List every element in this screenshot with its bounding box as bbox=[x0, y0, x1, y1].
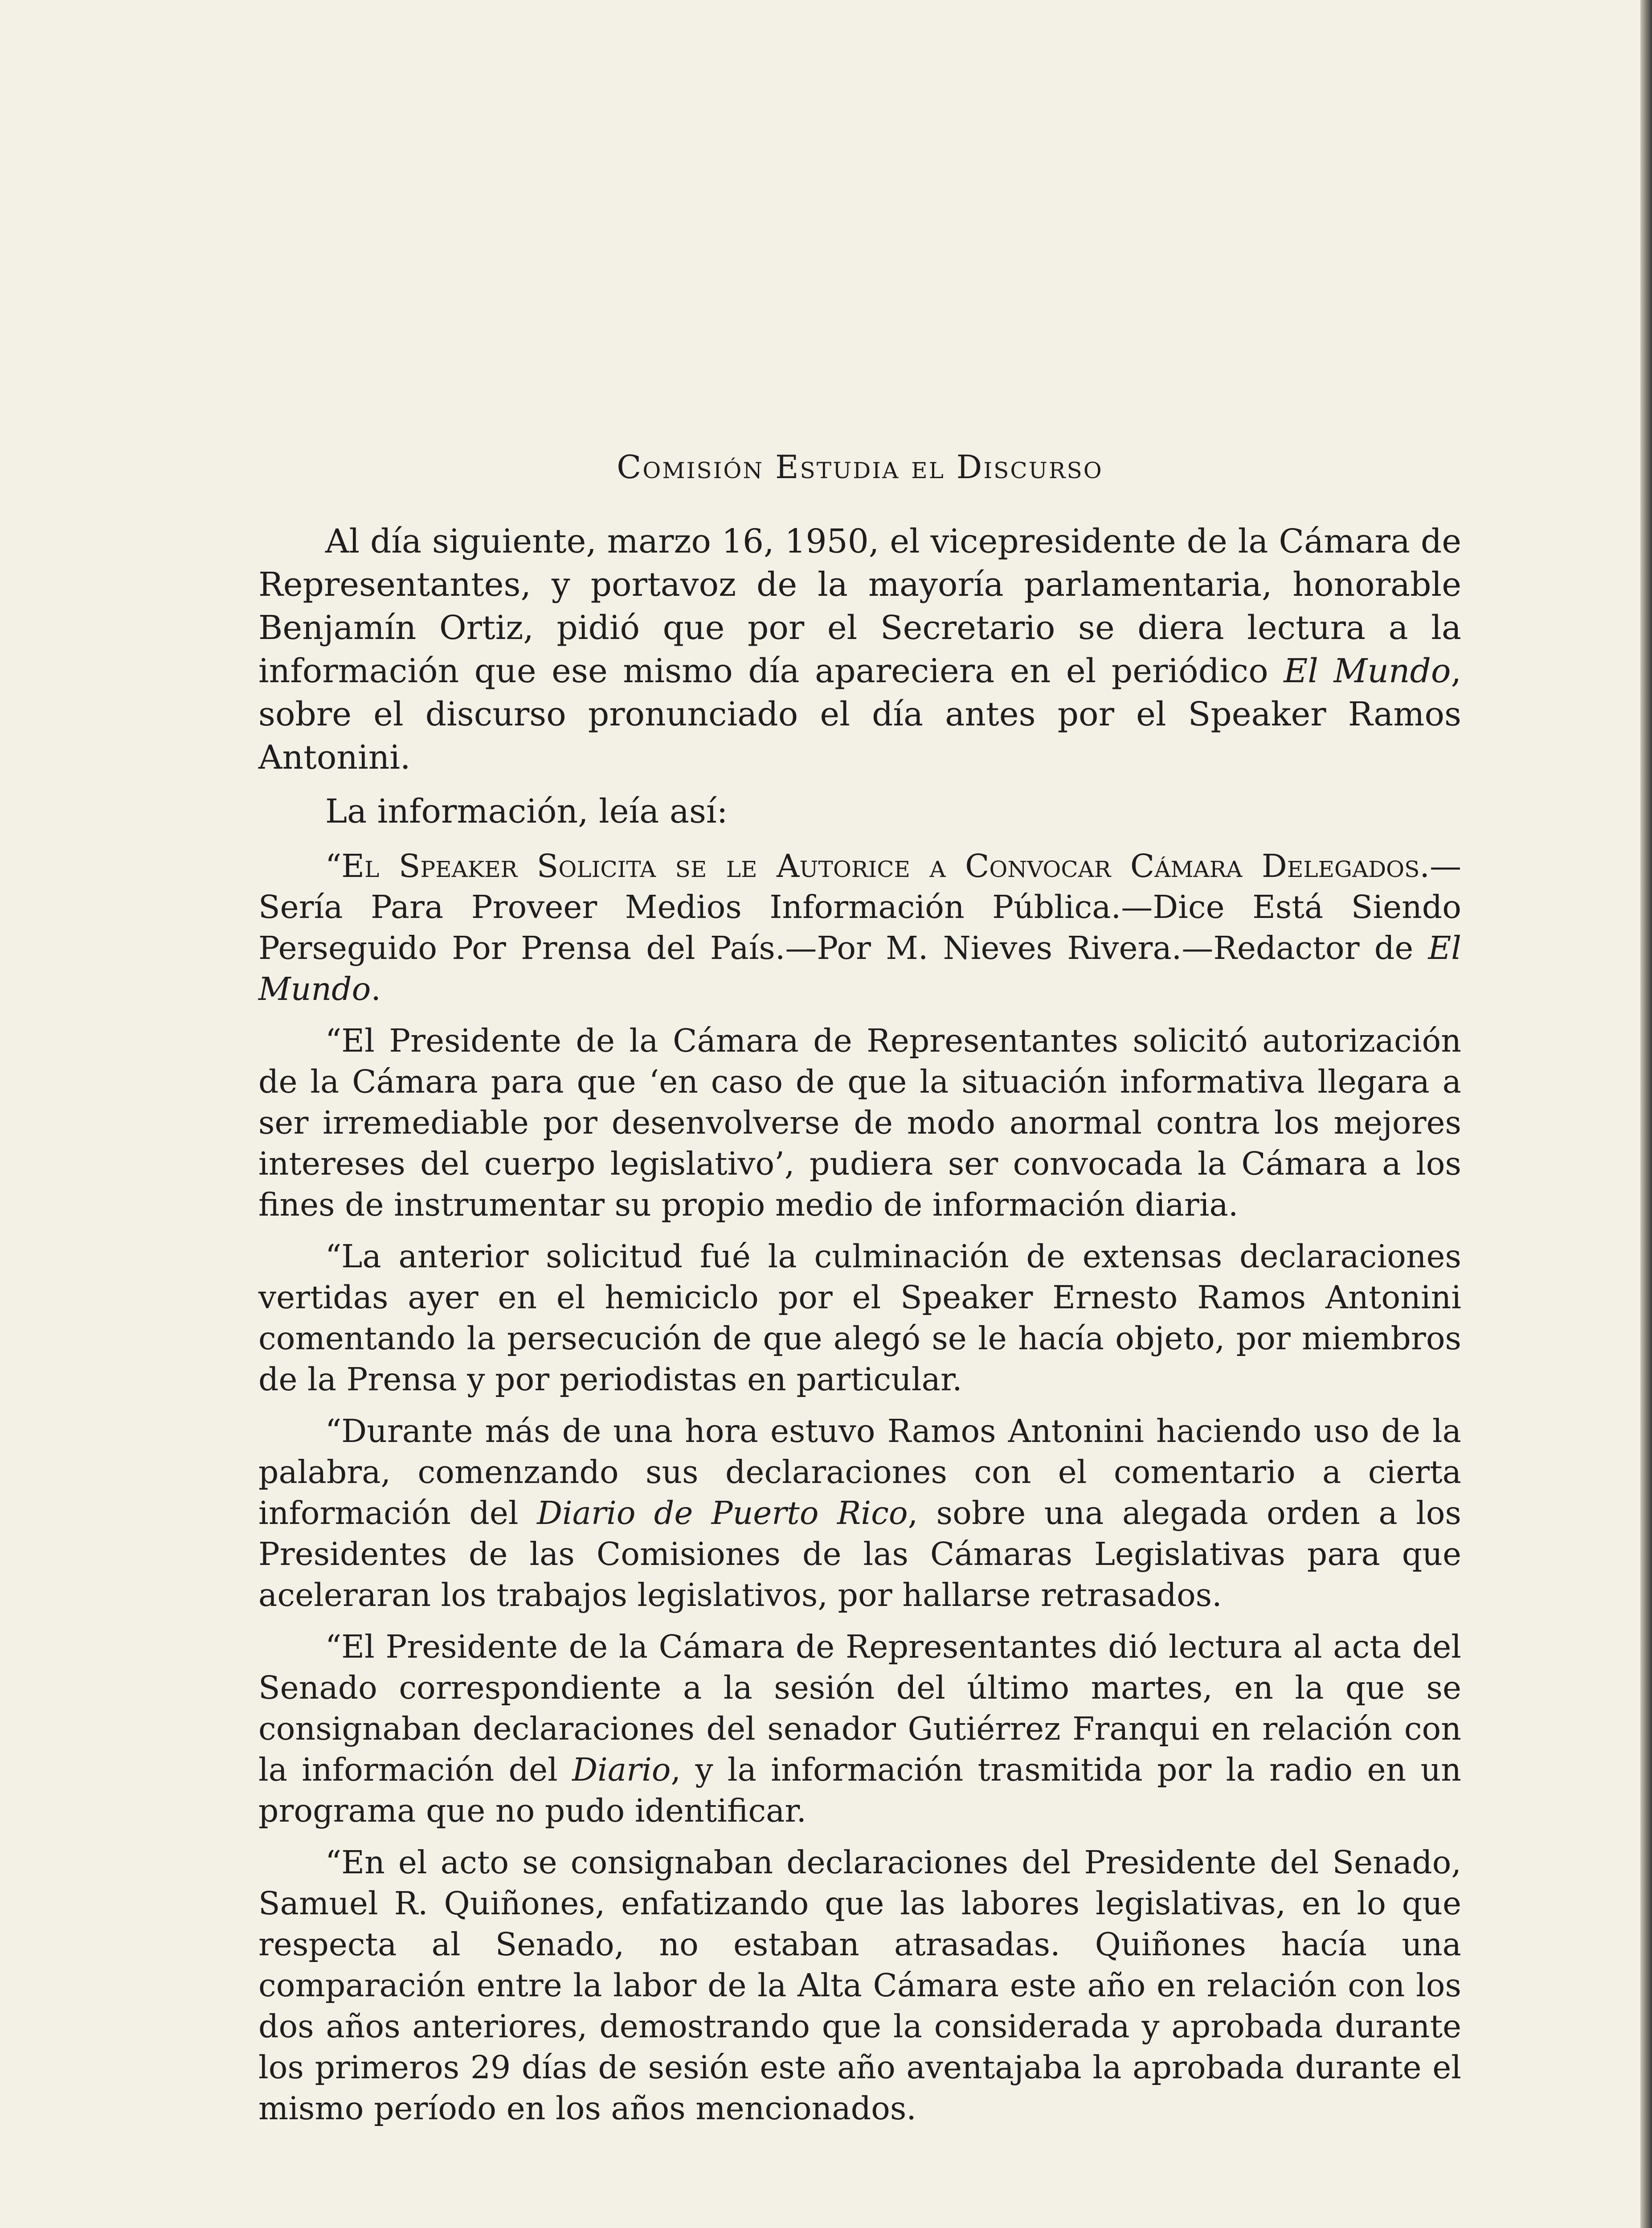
paragraph-1-text-end: , sobre el discurso pronunciado el día antes por el Speaker Ramos Antonini. bbox=[258, 652, 1462, 777]
body-text bbox=[258, 446, 1461, 2140]
section-heading: Comisión Estudia el Discurso bbox=[617, 448, 1103, 486]
paragraph-1 bbox=[258, 520, 1461, 779]
paragraph-5: “La anterior solicitud fué la culminación de extensas declaraciones vertidas ayer en el hemiciclo por el Speaker Ernesto Ramos Antonini comentando la persecución de que alegó se le hacía objeto, por miembros de la Prensa y por periodistas en particular. bbox=[258, 1238, 1461, 1398]
paragraph-4: “El Presidente de la Cámara de Representantes solicitó autorización de la Cámara para que ‘en caso de que la situación informativa llegara a ser irremediable por desenvolverse de modo anormal contra los mejores intereses del cuerpo legislativo’, pudiera ser convocada la Cámara a los fines de instrumentar su propio medio de información diaria. bbox=[258, 1022, 1461, 1223]
paragraph-2: La información, leía así: bbox=[325, 792, 728, 831]
paragraph-7-newspaper-title: Diario bbox=[572, 1751, 671, 1788]
paragraph-3-end: . bbox=[371, 971, 381, 1008]
paragraph-6-text-end: , sobre una alegada orden a los Presidentes de las Comisiones de las Cámaras Legislativas para que aceleraran los trabajos legislativos, por hallarse retrasados. bbox=[258, 1495, 1461, 1614]
paragraph-8: “En el acto se consignaban declaraciones del Presidente del Senado, Samuel R. Quiñones, enfatizando que las labores legislativas, en lo que respecta al Senado, no estaban atrasadas. Quiñones hacía una comparación entre la labor de la Alta Cámara este año en relación con los dos años anteriores, demostrando que la considerada y aprobada durante los primeros 29 días de sesión este año aventajaba la aprobada durante el mismo período en los años mencionados. bbox=[258, 1844, 1461, 2127]
paragraph-7-text: “El Presidente de la Cámara de Representantes dió lectura al acta del Senado correspondiente a la sesión del último martes, en la que se consignaban declaraciones del senador Gutiérrez Franqui en relación con la información del bbox=[258, 1628, 1461, 1788]
paragraph-6-newspaper-title: Diario de Puerto Rico bbox=[537, 1495, 908, 1532]
paragraph-7-text-end: , y la información trasmitida por la radio en un programa que no pudo identificar. bbox=[258, 1751, 1461, 1829]
paragraph-3 bbox=[258, 846, 1461, 1010]
paragraph-7 bbox=[258, 1626, 1461, 1831]
quoted-subheadline: —Sería Para Proveer Medios Información Pública.—Dice Está Siendo Perseguido Por Prensa del País.—Por M. Nieves Rivera.—Redactor de bbox=[258, 848, 1461, 967]
paragraph-6-text: “Durante más de una hora estuvo Ramos Antonini haciendo uso de la palabra, comenzando sus declaraciones con el comentario a cierta información del bbox=[258, 1413, 1461, 1532]
page-binding-edge bbox=[1640, 0, 1652, 2228]
paragraph-1-text: Al día siguiente, marzo 16, 1950, el vicepresidente de la Cámara de Representantes, y portavoz de la mayoría parlamentaria, honorable Benjamín Ortiz, pidió que por el Secretario se diera lectura a la información que ese mismo día apareciera en el periódico bbox=[258, 522, 1461, 690]
paragraph-3-newspaper-title: El Mundo bbox=[258, 930, 1461, 1008]
paragraph-1-newspaper-title: El Mundo bbox=[1284, 652, 1451, 690]
paragraph-6 bbox=[258, 1411, 1461, 1616]
quoted-headline: “El Speaker Solicita se le Autorice a Convocar Cámara Delegados. bbox=[325, 848, 1430, 885]
